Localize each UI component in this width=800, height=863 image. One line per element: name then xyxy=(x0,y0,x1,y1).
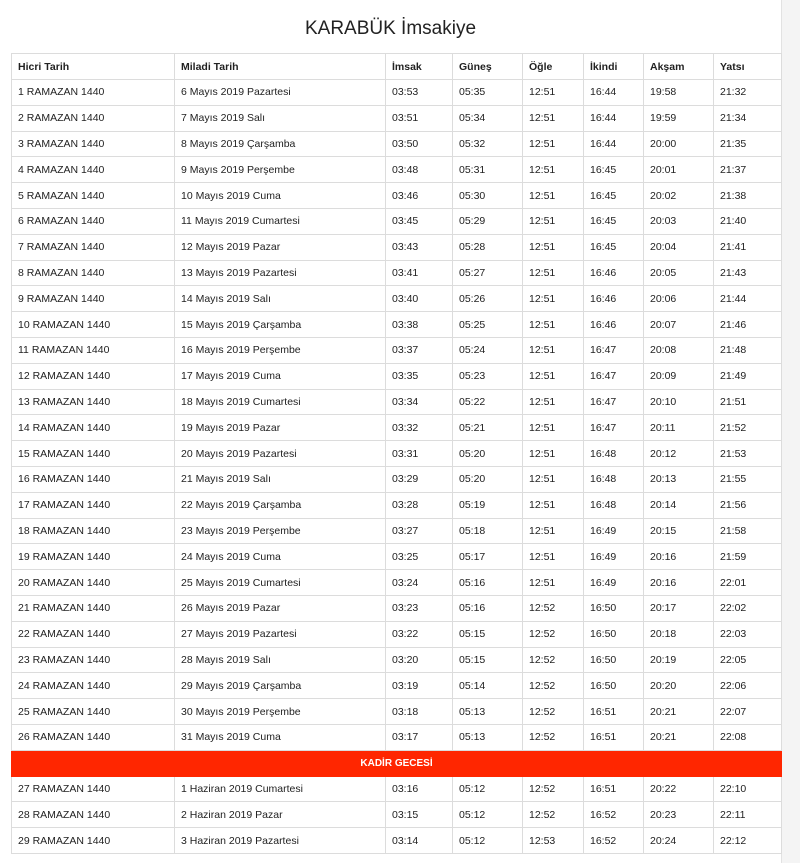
cell-gunes: 05:13 xyxy=(453,724,523,750)
col-aksam: Akşam xyxy=(644,54,714,80)
cell-imsak: 03:48 xyxy=(386,157,453,183)
cell-imsak: 03:29 xyxy=(386,466,453,492)
kadir-gecesi-label: KADİR GECESİ xyxy=(12,750,782,776)
cell-yatsi: 22:07 xyxy=(714,699,782,725)
cell-ogle: 12:51 xyxy=(523,157,584,183)
cell-aksam: 20:14 xyxy=(644,492,714,518)
col-miladi-tarih: Miladi Tarih xyxy=(175,54,386,80)
cell-imsak: 03:40 xyxy=(386,286,453,312)
cell-aksam: 19:59 xyxy=(644,105,714,131)
cell-aksam: 20:13 xyxy=(644,466,714,492)
cell-imsak: 03:24 xyxy=(386,570,453,596)
cell-yatsi: 22:02 xyxy=(714,595,782,621)
cell-hicri-tarih: 10 RAMAZAN 1440 xyxy=(12,312,175,338)
cell-gunes: 05:17 xyxy=(453,544,523,570)
cell-gunes: 05:18 xyxy=(453,518,523,544)
cell-ogle: 12:51 xyxy=(523,312,584,338)
cell-aksam: 20:03 xyxy=(644,208,714,234)
cell-gunes: 05:12 xyxy=(453,776,523,802)
cell-aksam: 20:24 xyxy=(644,828,714,854)
cell-ikindi: 16:49 xyxy=(584,518,644,544)
col-hicri-tarih: Hicri Tarih xyxy=(12,54,175,80)
table-row xyxy=(12,544,782,570)
cell-ikindi: 16:50 xyxy=(584,647,644,673)
cell-miladi-tarih: 9 Mayıs 2019 Perşembe xyxy=(175,157,386,183)
cell-ikindi: 16:44 xyxy=(584,131,644,157)
cell-ogle: 12:53 xyxy=(523,828,584,854)
table-row xyxy=(12,183,782,209)
cell-aksam: 20:04 xyxy=(644,234,714,260)
cell-yatsi: 21:59 xyxy=(714,544,782,570)
cell-imsak: 03:35 xyxy=(386,363,453,389)
cell-yatsi: 21:52 xyxy=(714,415,782,441)
cell-ikindi: 16:46 xyxy=(584,286,644,312)
cell-yatsi: 21:37 xyxy=(714,157,782,183)
cell-hicri-tarih: 6 RAMAZAN 1440 xyxy=(12,208,175,234)
cell-miladi-tarih: 14 Mayıs 2019 Salı xyxy=(175,286,386,312)
cell-hicri-tarih: 7 RAMAZAN 1440 xyxy=(12,234,175,260)
cell-hicri-tarih: 27 RAMAZAN 1440 xyxy=(12,776,175,802)
cell-imsak: 03:32 xyxy=(386,415,453,441)
cell-yatsi: 22:03 xyxy=(714,621,782,647)
cell-ikindi: 16:47 xyxy=(584,389,644,415)
cell-ikindi: 16:51 xyxy=(584,776,644,802)
cell-hicri-tarih: 19 RAMAZAN 1440 xyxy=(12,544,175,570)
cell-aksam: 20:05 xyxy=(644,260,714,286)
cell-yatsi: 22:05 xyxy=(714,647,782,673)
imsakiye-table xyxy=(11,53,782,854)
cell-miladi-tarih: 26 Mayıs 2019 Pazar xyxy=(175,595,386,621)
cell-ikindi: 16:45 xyxy=(584,157,644,183)
cell-yatsi: 21:48 xyxy=(714,337,782,363)
cell-ogle: 12:51 xyxy=(523,234,584,260)
cell-imsak: 03:34 xyxy=(386,389,453,415)
cell-ogle: 12:51 xyxy=(523,544,584,570)
cell-gunes: 05:21 xyxy=(453,415,523,441)
cell-aksam: 19:58 xyxy=(644,80,714,106)
cell-gunes: 05:31 xyxy=(453,157,523,183)
cell-aksam: 20:21 xyxy=(644,724,714,750)
cell-aksam: 20:18 xyxy=(644,621,714,647)
table-row xyxy=(12,80,782,106)
cell-gunes: 05:24 xyxy=(453,337,523,363)
cell-imsak: 03:28 xyxy=(386,492,453,518)
table-row xyxy=(12,492,782,518)
cell-gunes: 05:23 xyxy=(453,363,523,389)
cell-hicri-tarih: 13 RAMAZAN 1440 xyxy=(12,389,175,415)
cell-imsak: 03:14 xyxy=(386,828,453,854)
cell-gunes: 05:25 xyxy=(453,312,523,338)
cell-ikindi: 16:48 xyxy=(584,492,644,518)
cell-ogle: 12:51 xyxy=(523,131,584,157)
cell-ogle: 12:52 xyxy=(523,724,584,750)
kadir-gecesi-row xyxy=(12,750,782,776)
table-row xyxy=(12,595,782,621)
cell-imsak: 03:19 xyxy=(386,673,453,699)
table-row xyxy=(12,441,782,467)
cell-ikindi: 16:47 xyxy=(584,337,644,363)
table-body xyxy=(12,80,782,854)
cell-hicri-tarih: 29 RAMAZAN 1440 xyxy=(12,828,175,854)
cell-hicri-tarih: 20 RAMAZAN 1440 xyxy=(12,570,175,596)
cell-hicri-tarih: 5 RAMAZAN 1440 xyxy=(12,183,175,209)
cell-yatsi: 21:44 xyxy=(714,286,782,312)
cell-ogle: 12:51 xyxy=(523,105,584,131)
cell-ikindi: 16:50 xyxy=(584,621,644,647)
cell-gunes: 05:26 xyxy=(453,286,523,312)
cell-miladi-tarih: 23 Mayıs 2019 Perşembe xyxy=(175,518,386,544)
cell-miladi-tarih: 29 Mayıs 2019 Çarşamba xyxy=(175,673,386,699)
cell-hicri-tarih: 24 RAMAZAN 1440 xyxy=(12,673,175,699)
cell-ikindi: 16:45 xyxy=(584,208,644,234)
cell-miladi-tarih: 3 Haziran 2019 Pazartesi xyxy=(175,828,386,854)
cell-aksam: 20:22 xyxy=(644,776,714,802)
cell-gunes: 05:16 xyxy=(453,595,523,621)
cell-yatsi: 21:46 xyxy=(714,312,782,338)
cell-hicri-tarih: 18 RAMAZAN 1440 xyxy=(12,518,175,544)
cell-imsak: 03:27 xyxy=(386,518,453,544)
cell-ogle: 12:52 xyxy=(523,673,584,699)
cell-ikindi: 16:48 xyxy=(584,466,644,492)
col-ikindi: İkindi xyxy=(584,54,644,80)
cell-miladi-tarih: 22 Mayıs 2019 Çarşamba xyxy=(175,492,386,518)
cell-aksam: 20:15 xyxy=(644,518,714,544)
cell-miladi-tarih: 12 Mayıs 2019 Pazar xyxy=(175,234,386,260)
cell-ogle: 12:51 xyxy=(523,441,584,467)
cell-miladi-tarih: 1 Haziran 2019 Cumartesi xyxy=(175,776,386,802)
cell-imsak: 03:22 xyxy=(386,621,453,647)
cell-hicri-tarih: 16 RAMAZAN 1440 xyxy=(12,466,175,492)
table-row xyxy=(12,466,782,492)
cell-imsak: 03:20 xyxy=(386,647,453,673)
cell-aksam: 20:10 xyxy=(644,389,714,415)
cell-ikindi: 16:44 xyxy=(584,80,644,106)
cell-hicri-tarih: 28 RAMAZAN 1440 xyxy=(12,802,175,828)
cell-gunes: 05:14 xyxy=(453,673,523,699)
table-row xyxy=(12,234,782,260)
cell-miladi-tarih: 30 Mayıs 2019 Perşembe xyxy=(175,699,386,725)
cell-ogle: 12:52 xyxy=(523,621,584,647)
cell-aksam: 20:08 xyxy=(644,337,714,363)
table-row xyxy=(12,157,782,183)
cell-imsak: 03:38 xyxy=(386,312,453,338)
cell-ikindi: 16:46 xyxy=(584,312,644,338)
table-row xyxy=(12,673,782,699)
cell-gunes: 05:22 xyxy=(453,389,523,415)
cell-hicri-tarih: 2 RAMAZAN 1440 xyxy=(12,105,175,131)
cell-ogle: 12:51 xyxy=(523,80,584,106)
cell-gunes: 05:20 xyxy=(453,466,523,492)
cell-miladi-tarih: 10 Mayıs 2019 Cuma xyxy=(175,183,386,209)
cell-hicri-tarih: 15 RAMAZAN 1440 xyxy=(12,441,175,467)
cell-yatsi: 21:40 xyxy=(714,208,782,234)
cell-miladi-tarih: 15 Mayıs 2019 Çarşamba xyxy=(175,312,386,338)
cell-ikindi: 16:51 xyxy=(584,699,644,725)
cell-ogle: 12:52 xyxy=(523,776,584,802)
cell-imsak: 03:53 xyxy=(386,80,453,106)
cell-miladi-tarih: 24 Mayıs 2019 Cuma xyxy=(175,544,386,570)
cell-ikindi: 16:45 xyxy=(584,234,644,260)
cell-yatsi: 21:43 xyxy=(714,260,782,286)
cell-aksam: 20:00 xyxy=(644,131,714,157)
cell-ikindi: 16:49 xyxy=(584,544,644,570)
table-header-row xyxy=(12,54,782,80)
cell-ikindi: 16:50 xyxy=(584,673,644,699)
cell-gunes: 05:15 xyxy=(453,621,523,647)
table-row xyxy=(12,363,782,389)
cell-ikindi: 16:46 xyxy=(584,260,644,286)
cell-aksam: 20:23 xyxy=(644,802,714,828)
cell-imsak: 03:46 xyxy=(386,183,453,209)
cell-imsak: 03:18 xyxy=(386,699,453,725)
cell-gunes: 05:20 xyxy=(453,441,523,467)
cell-aksam: 20:19 xyxy=(644,647,714,673)
cell-hicri-tarih: 3 RAMAZAN 1440 xyxy=(12,131,175,157)
cell-ikindi: 16:47 xyxy=(584,415,644,441)
cell-ikindi: 16:45 xyxy=(584,183,644,209)
cell-hicri-tarih: 12 RAMAZAN 1440 xyxy=(12,363,175,389)
cell-gunes: 05:12 xyxy=(453,828,523,854)
cell-ogle: 12:51 xyxy=(523,208,584,234)
cell-miladi-tarih: 19 Mayıs 2019 Pazar xyxy=(175,415,386,441)
cell-yatsi: 21:38 xyxy=(714,183,782,209)
cell-ikindi: 16:48 xyxy=(584,441,644,467)
cell-yatsi: 22:08 xyxy=(714,724,782,750)
cell-imsak: 03:41 xyxy=(386,260,453,286)
cell-miladi-tarih: 16 Mayıs 2019 Perşembe xyxy=(175,337,386,363)
table-row xyxy=(12,389,782,415)
cell-aksam: 20:21 xyxy=(644,699,714,725)
cell-aksam: 20:07 xyxy=(644,312,714,338)
cell-ikindi: 16:49 xyxy=(584,570,644,596)
cell-yatsi: 21:41 xyxy=(714,234,782,260)
cell-ikindi: 16:50 xyxy=(584,595,644,621)
cell-aksam: 20:09 xyxy=(644,363,714,389)
table-row xyxy=(12,105,782,131)
cell-miladi-tarih: 8 Mayıs 2019 Çarşamba xyxy=(175,131,386,157)
cell-aksam: 20:06 xyxy=(644,286,714,312)
cell-miladi-tarih: 20 Mayıs 2019 Pazartesi xyxy=(175,441,386,467)
cell-hicri-tarih: 4 RAMAZAN 1440 xyxy=(12,157,175,183)
cell-ogle: 12:51 xyxy=(523,363,584,389)
cell-imsak: 03:31 xyxy=(386,441,453,467)
cell-miladi-tarih: 31 Mayıs 2019 Cuma xyxy=(175,724,386,750)
cell-ikindi: 16:47 xyxy=(584,363,644,389)
table-row xyxy=(12,415,782,441)
cell-gunes: 05:27 xyxy=(453,260,523,286)
cell-yatsi: 22:12 xyxy=(714,828,782,854)
cell-imsak: 03:50 xyxy=(386,131,453,157)
cell-miladi-tarih: 27 Mayıs 2019 Pazartesi xyxy=(175,621,386,647)
cell-yatsi: 21:32 xyxy=(714,80,782,106)
cell-hicri-tarih: 25 RAMAZAN 1440 xyxy=(12,699,175,725)
cell-ogle: 12:51 xyxy=(523,518,584,544)
cell-yatsi: 21:51 xyxy=(714,389,782,415)
cell-ogle: 12:52 xyxy=(523,802,584,828)
cell-yatsi: 21:49 xyxy=(714,363,782,389)
cell-aksam: 20:11 xyxy=(644,415,714,441)
page-title: KARABÜK İmsakiye xyxy=(304,18,477,39)
table-row xyxy=(12,828,782,854)
table-row xyxy=(12,776,782,802)
cell-yatsi: 21:58 xyxy=(714,518,782,544)
cell-hicri-tarih: 23 RAMAZAN 1440 xyxy=(12,647,175,673)
cell-ogle: 12:51 xyxy=(523,286,584,312)
cell-hicri-tarih: 14 RAMAZAN 1440 xyxy=(12,415,175,441)
cell-ikindi: 16:52 xyxy=(584,828,644,854)
cell-gunes: 05:29 xyxy=(453,208,523,234)
table-row xyxy=(12,208,782,234)
cell-yatsi: 22:06 xyxy=(714,673,782,699)
cell-ogle: 12:51 xyxy=(523,415,584,441)
cell-ogle: 12:52 xyxy=(523,647,584,673)
col-imsak: İmsak xyxy=(386,54,453,80)
table-row xyxy=(12,802,782,828)
table-row xyxy=(12,699,782,725)
cell-gunes: 05:16 xyxy=(453,570,523,596)
table-row xyxy=(12,131,782,157)
cell-hicri-tarih: 1 RAMAZAN 1440 xyxy=(12,80,175,106)
cell-imsak: 03:51 xyxy=(386,105,453,131)
cell-gunes: 05:15 xyxy=(453,647,523,673)
cell-yatsi: 22:11 xyxy=(714,802,782,828)
cell-yatsi: 21:34 xyxy=(714,105,782,131)
cell-hicri-tarih: 21 RAMAZAN 1440 xyxy=(12,595,175,621)
cell-yatsi: 22:10 xyxy=(714,776,782,802)
cell-imsak: 03:25 xyxy=(386,544,453,570)
table-row xyxy=(12,621,782,647)
cell-aksam: 20:02 xyxy=(644,183,714,209)
cell-imsak: 03:45 xyxy=(386,208,453,234)
cell-ogle: 12:51 xyxy=(523,183,584,209)
cell-aksam: 20:20 xyxy=(644,673,714,699)
cell-ogle: 12:51 xyxy=(523,570,584,596)
cell-imsak: 03:43 xyxy=(386,234,453,260)
cell-miladi-tarih: 6 Mayıs 2019 Pazartesi xyxy=(175,80,386,106)
table-row xyxy=(12,647,782,673)
cell-miladi-tarih: 17 Mayıs 2019 Cuma xyxy=(175,363,386,389)
table-row xyxy=(12,570,782,596)
cell-hicri-tarih: 26 RAMAZAN 1440 xyxy=(12,724,175,750)
cell-yatsi: 21:55 xyxy=(714,466,782,492)
cell-gunes: 05:30 xyxy=(453,183,523,209)
table-row xyxy=(12,724,782,750)
cell-gunes: 05:28 xyxy=(453,234,523,260)
col-yatsi: Yatsı xyxy=(714,54,782,80)
cell-miladi-tarih: 21 Mayıs 2019 Salı xyxy=(175,466,386,492)
cell-imsak: 03:23 xyxy=(386,595,453,621)
cell-ogle: 12:52 xyxy=(523,595,584,621)
table-row xyxy=(12,312,782,338)
cell-yatsi: 21:53 xyxy=(714,441,782,467)
table-row xyxy=(12,286,782,312)
cell-gunes: 05:34 xyxy=(453,105,523,131)
cell-aksam: 20:12 xyxy=(644,441,714,467)
cell-ogle: 12:51 xyxy=(523,492,584,518)
cell-aksam: 20:16 xyxy=(644,544,714,570)
cell-miladi-tarih: 13 Mayıs 2019 Pazartesi xyxy=(175,260,386,286)
cell-yatsi: 21:56 xyxy=(714,492,782,518)
cell-ogle: 12:51 xyxy=(523,389,584,415)
cell-gunes: 05:32 xyxy=(453,131,523,157)
cell-gunes: 05:35 xyxy=(453,80,523,106)
cell-ogle: 12:52 xyxy=(523,699,584,725)
cell-ogle: 12:51 xyxy=(523,260,584,286)
cell-miladi-tarih: 25 Mayıs 2019 Cumartesi xyxy=(175,570,386,596)
cell-gunes: 05:19 xyxy=(453,492,523,518)
cell-imsak: 03:37 xyxy=(386,337,453,363)
cell-hicri-tarih: 22 RAMAZAN 1440 xyxy=(12,621,175,647)
cell-miladi-tarih: 11 Mayıs 2019 Cumartesi xyxy=(175,208,386,234)
cell-imsak: 03:16 xyxy=(386,776,453,802)
cell-yatsi: 21:35 xyxy=(714,131,782,157)
cell-miladi-tarih: 2 Haziran 2019 Pazar xyxy=(175,802,386,828)
cell-hicri-tarih: 11 RAMAZAN 1440 xyxy=(12,337,175,363)
cell-imsak: 03:15 xyxy=(386,802,453,828)
cell-miladi-tarih: 18 Mayıs 2019 Cumartesi xyxy=(175,389,386,415)
cell-ogle: 12:51 xyxy=(523,337,584,363)
cell-aksam: 20:16 xyxy=(644,570,714,596)
cell-miladi-tarih: 7 Mayıs 2019 Salı xyxy=(175,105,386,131)
cell-ikindi: 16:52 xyxy=(584,802,644,828)
cell-gunes: 05:12 xyxy=(453,802,523,828)
cell-hicri-tarih: 9 RAMAZAN 1440 xyxy=(12,286,175,312)
cell-aksam: 20:01 xyxy=(644,157,714,183)
table-row xyxy=(12,337,782,363)
cell-aksam: 20:17 xyxy=(644,595,714,621)
cell-ikindi: 16:51 xyxy=(584,724,644,750)
cell-ogle: 12:51 xyxy=(523,466,584,492)
table-row xyxy=(12,518,782,544)
cell-hicri-tarih: 17 RAMAZAN 1440 xyxy=(12,492,175,518)
cell-yatsi: 22:01 xyxy=(714,570,782,596)
table-row xyxy=(12,260,782,286)
col-ogle: Öğle xyxy=(523,54,584,80)
cell-imsak: 03:17 xyxy=(386,724,453,750)
col-gunes: Güneş xyxy=(453,54,523,80)
cell-hicri-tarih: 8 RAMAZAN 1440 xyxy=(12,260,175,286)
cell-miladi-tarih: 28 Mayıs 2019 Salı xyxy=(175,647,386,673)
cell-gunes: 05:13 xyxy=(453,699,523,725)
cell-ikindi: 16:44 xyxy=(584,105,644,131)
